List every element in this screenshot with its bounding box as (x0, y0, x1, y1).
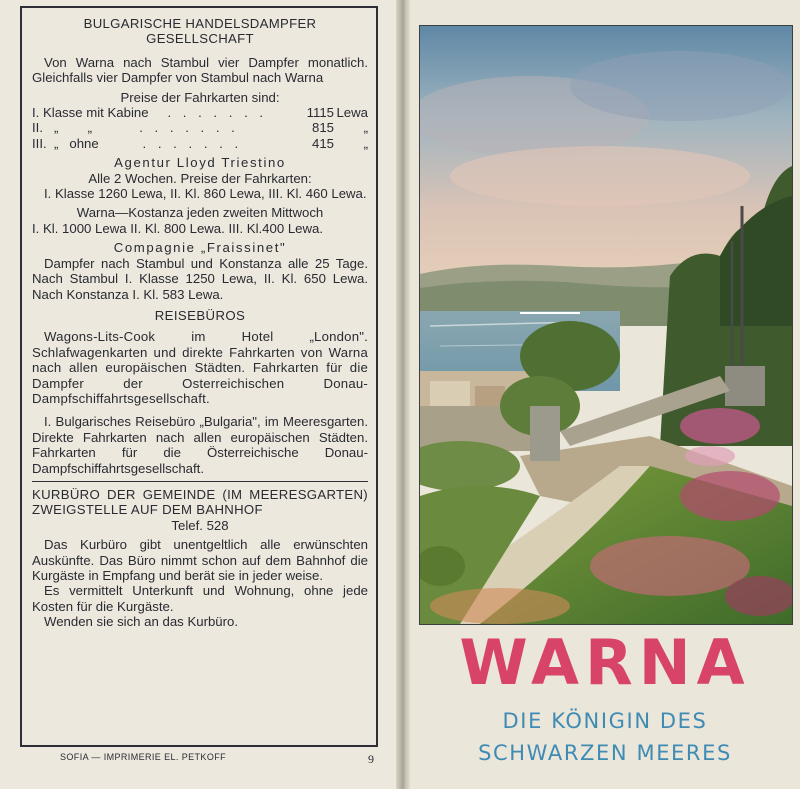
company-heading-line2: GESELLSCHAFT (146, 31, 254, 47)
price-row (32, 120, 368, 135)
price-row (32, 136, 368, 151)
price-amount: 815 (311, 120, 334, 136)
cover-subtitle-line2: SCHWARZEN MEERES (478, 741, 732, 765)
bulgarisches-reisebuero-text: I. Bulgarisches Reisebüro „Bulgaria", im Meeresgarten. Direkte Fahrkarten nach allen europäischen Städten. Fahrkarten für die Österreichische Donau-Dampfschiffahrtsgesellschaft. (32, 414, 368, 476)
price-currency: „ (363, 135, 368, 151)
price-currency: „ (363, 120, 368, 136)
price-dots: . . . . . . . (142, 135, 243, 151)
lloyd-frequency: Alle 2 Wochen. Preise der Fahrkarten: (88, 170, 312, 186)
price-currency: Lewa (336, 105, 368, 121)
cover-title: WARNA (459, 626, 751, 699)
prices-heading: Preise der Fahrkarten sind: (120, 89, 280, 105)
cover-painting (419, 25, 793, 625)
page-number: 9 (368, 752, 374, 766)
lloyd-prices: I. Klasse 1260 Lewa, II. Kl. 860 Lewa, III. Kl. 460 Lewa. (44, 186, 367, 202)
telefon: Telef. 528 (171, 517, 229, 533)
price-row (32, 105, 368, 120)
intro-text: Von Warna nach Stambul vier Dampfer monatlich. Gleichfalls vier Dampfer von Stambul nach Warna (32, 54, 368, 86)
reisebueros-title: REISEBÜROS (154, 307, 246, 323)
price-amount: 415 (311, 135, 334, 151)
kurbuero-text: Wenden sie sich an das Kurbüro. (44, 614, 239, 630)
price-class: III. „ ohne (32, 135, 99, 151)
kurbuero-title: KURBÜRO DER GEMEINDE (IM MEERESGARTEN) ZWEIGSTELLE AUF DEM BAHNHOF (32, 486, 368, 518)
fraissinet-text: Dampfer nach Stambul und Konstanza alle 25 Tage. Nach Stambul I. Klasse 1250 Lewa, II. Kl. 650 Lewa. Nach Konstanza I. Kl. 583 Lewa. (32, 255, 368, 302)
section-divider (32, 481, 368, 482)
konstanza-line1: Warna—Kostanza jeden zweiten Mittwoch (76, 205, 324, 221)
left-page-content (32, 16, 368, 630)
konstanza-line2: I. Kl. 1000 Lewa II. Kl. 800 Lewa. III. Kl.400 Lewa. (32, 220, 324, 236)
wagons-lits-text: Wagons-Lits-Cook im Hotel „London". Schlafwagenkarten und direkte Fahrkarten von Warna nach allen europäischen Städten. Fahrkarten für die Dampfer der Osterreichischen Donau-Dampfschiffahrtsgesellschaft. (32, 329, 368, 406)
company-heading: BULGARISCHE HANDELSDAMPFER (83, 16, 317, 31)
cover-subtitle-line1: DIE KÖNIGIN DES (502, 709, 708, 733)
lloyd-title: Agentur Lloyd Triestino (114, 155, 286, 171)
kurbuero-text: Das Kurbüro gibt unentgeltlich alle erwünschten Auskünfte. Das Büro nimmt schon auf dem Bahnhof die Kurgäste in Empfang und berät sie in jeder weise. (32, 537, 368, 583)
right-page (410, 0, 800, 789)
price-class: I. Klasse mit Kabine (32, 105, 149, 121)
price-dots: . . . . . . . (167, 105, 268, 121)
price-amount: 1115 (306, 105, 334, 121)
kurbuero-text: Es vermittelt Unterkunft und Wohnung, ohne jede Kosten für die Kurgäste. (32, 583, 368, 614)
price-class: II. „ „ (32, 120, 93, 136)
price-dots: . . . . . . . (139, 120, 239, 136)
printer-footer: SOFIA — IMPRIMERIE EL. PETKOFF (60, 752, 227, 762)
fraissinet-title: Compagnie „Fraissinet" (113, 240, 287, 256)
